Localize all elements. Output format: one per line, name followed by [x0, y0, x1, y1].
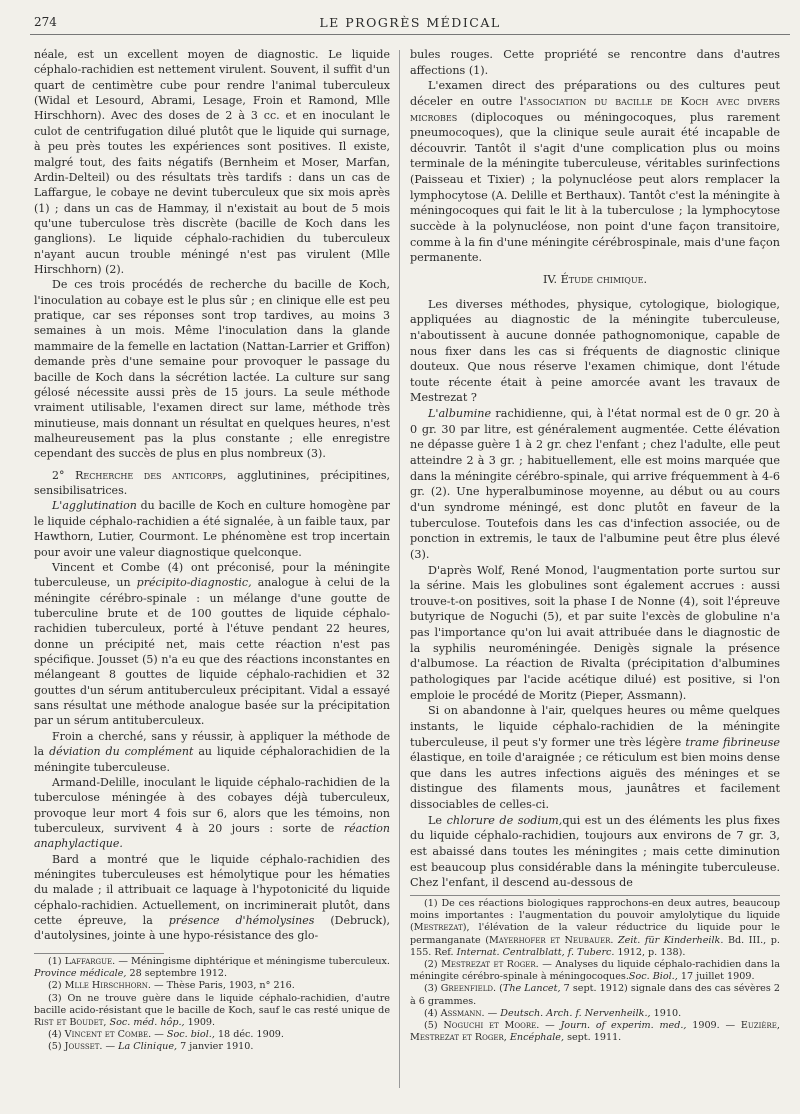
footnote-author: Jousset. [64, 1041, 103, 1053]
footnote-source: Encéphale, [509, 1032, 564, 1044]
page-header [30, 12, 790, 35]
footnote-text: ), l'élévation de la valeur réductrice du liquide pour le permanganate ( [410, 922, 780, 946]
footnotes-left [34, 953, 390, 1054]
paragraph: néale, est un excellent moyen de diagnostic. Le liquide céphalo-rachidien est nettement virulent. Souvent, il suffit d'un quart de centimètre cube pour rendre l'animal tuberculeux (Widal et Lesourd, Abrami, Lesage, Froin et Ramond, Mlle Hirschhorn). Avec des doses de 2 à 3 cc. et en inoculant le culot de centrifugation dilué plutôt que le liquide qui surnage, à peu près toutes les expériences sont positives. Il existe, malgré tout, des faits négatifs (Bernheim et Moser, Marfan, Ardin-Delteil) ou des résultats très tardifs : dans un cas de Laffargue, le cobaye ne devint tuberculeux que six mois après (1) ; dans un cas de Hammay, il n'existait au bout de 5 mois qu'une tuberculose très discrète (bacille de Koch dans les ganglions). Le liquide céphalo-rachidien du tuberculeux n'ayant aucun trouble méningé n'est pas virulent (Mlle Hirschhorn) (2). [34, 48, 390, 277]
footnote-text: sept. 1911. [567, 1032, 622, 1044]
italic-term: présence d'hémolysines [168, 914, 315, 928]
footnote-author: Mayerhofer et Neubauer. [488, 934, 614, 946]
right-column [410, 47, 780, 891]
footnotes-right [410, 895, 780, 1044]
paragraph [34, 775, 390, 852]
footnote-text: ( [499, 983, 503, 995]
footnote-number: (2) [48, 980, 62, 992]
footnote-author: Assmann. [440, 1007, 485, 1019]
text-run: analogue à celui de la méningite cérébro-spinale : un mélange d'une goutte de tuberculine brute et de 100 gouttes de liquide céphalo-rachidien tuberculeux, porté à l'étuve pendant 22 heures, donne un précipité net, mais cette réaction n'est pas spécifique. Jousset (5) n'a eu que des réactions inconstantes en mélangeant 8 gouttes de liquide céphalo-rachidien et 32 gouttes d'un sérum antituberculeux précipitant. Vidal a essayé sans résultat une méthode analogue basée sur la précipitation par un sérum antituberculeux. [34, 576, 390, 728]
running-head: LE PROGRÈS MÉDICAL [319, 15, 501, 30]
footnote-source: Deutsch. Arch. f. Nervenheilk., [500, 1007, 651, 1019]
footnote-text: 7 janvier 1910. [180, 1041, 254, 1053]
footnote-author: Noguchi et Moore. [443, 1020, 540, 1032]
footnote-number: (2) [424, 959, 438, 971]
text-run: (Debruck), d'autolysines, jointe à une hypo-résistance des glo- [34, 914, 390, 943]
paragraph: De ces trois procédés de recherche du bacille de Koch, l'inoculation au cobaye est le plus sûr ; en clinique elle est peu pratique, car ses réponses sont trop tardives, au moins 3 semaines à un mois. Même l'inoculation dans la glande mammaire de la femelle en lactation (Nattan-Larrier et Griffon) demande près d'une semaine pour provoquer le passage du bacille de Koch dans la sécrétion lactée. La culture sur sang gélosé nécessite aussi près de 15 jours. La seule méthode vraiment utilisable, l'examen direct sur lame, méthode très minutieuse, mais donnant un résultat en quelques heures, n'est malheureusement pas la plus constante ; elle enregistre cependant des succès de plus en plus nombreux (3). [34, 278, 390, 461]
footnote-text: — [154, 1029, 164, 1041]
italic-term: déviation du complément [49, 745, 194, 759]
footnote-source: Soc. méd. hôp., [109, 1017, 185, 1029]
section-title: Étude chimique. [560, 272, 648, 286]
footnote-text: — [487, 1007, 498, 1019]
footnote [410, 1008, 780, 1020]
footnote-text: Bd. III., p. 155. Ref. [410, 934, 780, 958]
footnote-author: Rist et Boudet, [34, 1017, 107, 1029]
footnote-author: Laffargue. [64, 956, 116, 967]
text-run: Vincent et Combe (4) ont préconisé, pour la méningite tuberculeuse, un [34, 560, 390, 590]
footnote [34, 956, 390, 980]
footnote-number: (5) [48, 1041, 62, 1053]
text-run: élastique, en toile d'araignée ; ce réticulum est bien moins dense que dans les autres infections aiguës des méninges et se distingue des filaments mous, jaunâtres et facilement dissociables de celles-ci. [410, 751, 780, 812]
footnote [34, 993, 390, 1030]
text-run: (diplocoques ou méningocoques, plus rarement pneumocoques), que la clinique seule aurait été incapable de découvrir. Tantôt il s'agit d'une complication plus ou moins terminale de la méningite tuberculeuse, véritables surinfections (Paisseau et Tixier) ; la polynucléose peut alors remplacer la lymphocytose (A. Delille et Berthaux). Tantôt c'est la méningite à méningocoques qui fait le lit à la tuberculose ; la lymphocytose succède à la polynucléose, non point d'une façon transitoire, comme à la fin d'une méningite cérébrospinale, mais d'une façon permanente. [410, 110, 780, 265]
paragraph [410, 78, 780, 266]
column-divider [399, 50, 400, 1088]
paragraph [34, 560, 390, 729]
footnote-number: (1) [48, 956, 62, 967]
footnote-source: Internat. Centralblatt, f. Tuberc. [456, 946, 615, 958]
footnote-number: (5) [424, 1020, 438, 1032]
footnote [410, 959, 780, 983]
footnote-source: Soc. Biol., [628, 971, 678, 983]
italic-term: précipito-diagnostic, [136, 576, 252, 590]
text-run: au liquide céphalorachidien de la méningite tuberculeuse. [34, 745, 391, 774]
footnote-source: The Lancet, [502, 983, 561, 995]
paragraph [34, 852, 390, 944]
text-run: Bard a montré que le liquide céphalo-rachidien des méningites tuberculeuses est hémolytique pour les hématies du malade ; il attribuait ce laquage à l'hypotonicité du liquide céphalo-rachidien. Actuellement, on incriminerait plutôt, dans cette épreuve, la [34, 852, 390, 928]
footnote-author: Euzière, Mestrezat et Roger, [410, 1020, 780, 1044]
footnote [410, 983, 780, 1007]
footnote-number: (4) [424, 1007, 438, 1019]
list-number: 2° [52, 468, 65, 482]
paragraph: bules rouges. Cette propriété se rencontre dans d'autres affections (1). [410, 48, 780, 77]
text-run: Armand-Delille, inoculant le liquide céphalo-rachidien de la tuberculose méningée à des cobayes déjà tuberculeux, provoque leur mort 4 fois sur 6, alors que les témoins, non tuberculeux, survivent 4 à 20 jours : sorte de [34, 775, 390, 835]
footnote-rule [410, 895, 780, 896]
footnote-text: 1909. — [692, 1020, 736, 1032]
italic-term: chlorure de sodium, [446, 813, 563, 827]
text-run: L'examen direct des préparations ou des cultures peut déceler en outre l' [410, 79, 780, 108]
paragraph [34, 729, 390, 775]
footnote [410, 898, 780, 959]
footnote-text: 17 juillet 1909. [680, 971, 755, 983]
footnote-text: 7 sept. 1912) signale dans des cas sévères 2 à 6 grammes. [410, 983, 780, 1007]
footnote-author: Mestrezat [413, 922, 463, 934]
footnote-text: — [105, 1041, 116, 1053]
text-run: du bacille de Koch en culture homogène par le liquide céphalo-rachidien a été signalée, à un faible taux, par Hawthorn, Lutier, Courmont. Le phénomène est trop incertain pour avoir une valeur diagnostique quelconque. [34, 499, 390, 559]
subheading: Recherche des anticorps, [75, 468, 227, 482]
paragraph: D'après Wolf, René Monod, l'augmentation porte surtou sur la sérine. Mais les globulines sont également accrues : aussi trouve-t-on positives, soit la phase I de Nonne (4), soit l'épreuve butyrique de Noguchi (5), et par suite l'excès de globuline n'a pas l'importance qu'on lui avait attribuée dans le diagnostic de la syphilis neuroméningée. Denigès signale la présence d'albumose. La réaction de Rivalta (précipitation d'albumines pathologiques par l'acide acétique dilué) est positive, si l'on emploie le procédé de Moritz (Pieper, Assmann). [410, 563, 780, 702]
footnote-number: (4) [48, 1029, 62, 1041]
text-run: Si on abandonne à l'air, quelques heures ou même quelques instants, le liquide céphalo-rachidien de la méningite tuberculeuse, il peut s'y former une très légère [410, 704, 780, 749]
footnote [410, 1020, 780, 1044]
footnote-author: Mlle Hirschhorn. [64, 980, 151, 992]
text-run: Le [428, 813, 443, 827]
footnote-number: (3) [48, 992, 62, 1004]
small-caps-term: association du bacille de Koch avec divers microbes [410, 94, 780, 124]
footnote-rule [34, 953, 164, 954]
footnote-text: 1912, p. 138). [617, 946, 686, 958]
footnote [34, 1041, 390, 1053]
paragraph [410, 813, 780, 891]
footnote-source: Province médicale, [34, 968, 127, 980]
footnote [34, 980, 390, 992]
italic-term: L'agglutination [52, 499, 137, 513]
text-run: qui est un des éléments les plus fixes du liquide céphalo-rachidien, toujours aux environs de 7 gr. 3, est abaissé dans toutes les méningites ; mais cette diminution est beaucoup plus considérable dans la méningite tuberculeuse. Chez l'enfant, il descend au-dessous de [410, 813, 780, 890]
footnote-author: Greenfield. [440, 983, 497, 995]
footnote [34, 1029, 390, 1041]
italic-term: L'albumine [428, 407, 492, 421]
footnote-source: Zeit. für Kinderheilk. [618, 934, 724, 946]
footnote-source: Soc. biol., [166, 1029, 215, 1041]
paragraph: Les diverses méthodes, physique, cytologique, biologique, appliquées au diagnostic de la méningite tuberculeuse, n'aboutissent à aucune donnée pathognomonique, capable de nous fixer dans les cas si fréquents de diagnostic clinique douteux. Que nous réserve l'examen chimique, dont l'étude toute récente était à peine amorcée avant les travaux de Mestrezat ? [410, 297, 780, 405]
paragraph [410, 406, 780, 562]
footnote-source: La Clinique, [118, 1041, 178, 1053]
section-number: IV. [542, 272, 558, 286]
page-number: 274 [34, 15, 57, 29]
footnote-text: On ne trouve guère dans le liquide céphalo-rachidien, d'autre bacille acido-résistant que le bacille de Koch, sauf le cas resté unique de [34, 992, 390, 1016]
footnote-text: 28 septembre 1912. [129, 968, 228, 980]
left-column [34, 47, 390, 944]
paragraph [34, 468, 390, 499]
text-run: rachidienne, qui, à l'état normal est de 0 gr. 20 à 0 gr. 30 par litre, est généralement augmentée. Cette élévation ne dépasse guère 1 à 2 gr. chez l'enfant ; chez l'adulte, elle peut atteindre 2 à 3 gr. ; habituellement, elle est moins marquée que dans la méningite cérébro-spinale, qui arrive fréquemment à 4-6 gr. (2). Une hyperalbuminose moyenne, au début ou au cours d'un syndrome méningé, est donc plutôt en faveur de la tuberculose. Toutefois dans les cas d'infection associée, ou de ponction in extremis, le taux de l'albumine peut être plus élevé (3). [410, 407, 780, 561]
paragraph [34, 498, 390, 559]
footnote-source: Journ. of experim. med., [560, 1020, 687, 1032]
footnote-author: Vincent et Combe. [64, 1029, 152, 1041]
footnote-author: Mestrezat et Roger. [441, 959, 539, 971]
footnote-text: 1909. [187, 1017, 216, 1029]
section-heading [410, 272, 780, 288]
text-run: agglutinines, précipitines, sensibilisatrices. [34, 468, 391, 498]
text-run: Froin a cherché, sans y réussir, à appliquer la méthode de la [34, 729, 390, 759]
footnote-text: 18 déc. 1909. [217, 1029, 284, 1041]
footnote-text: — [545, 1020, 555, 1032]
footnote-text: 1910. [653, 1007, 682, 1019]
footnote-text: — Analyses du liquide céphalo-rachidien dans la méningite cérébro-spinale à méningocoques. [410, 959, 780, 983]
footnote-number: (1) [424, 898, 438, 909]
italic-term: réaction anaphylactique. [34, 821, 390, 851]
italic-term: trame fibrineuse [685, 735, 780, 749]
footnote-text: — Méningisme diphtérique et méningisme tuberculeux. [118, 956, 390, 967]
footnote-text: — Thèse Paris, 1903, n° 216. [153, 980, 295, 992]
footnote-text: De ces réactions biologiques rapprochons-en deux autres, beaucoup moins importantes : l'augmentation du pouvoir amylolytique du liquide ( [410, 898, 780, 934]
paragraph [410, 703, 780, 812]
footnote-number: (3) [424, 983, 438, 995]
